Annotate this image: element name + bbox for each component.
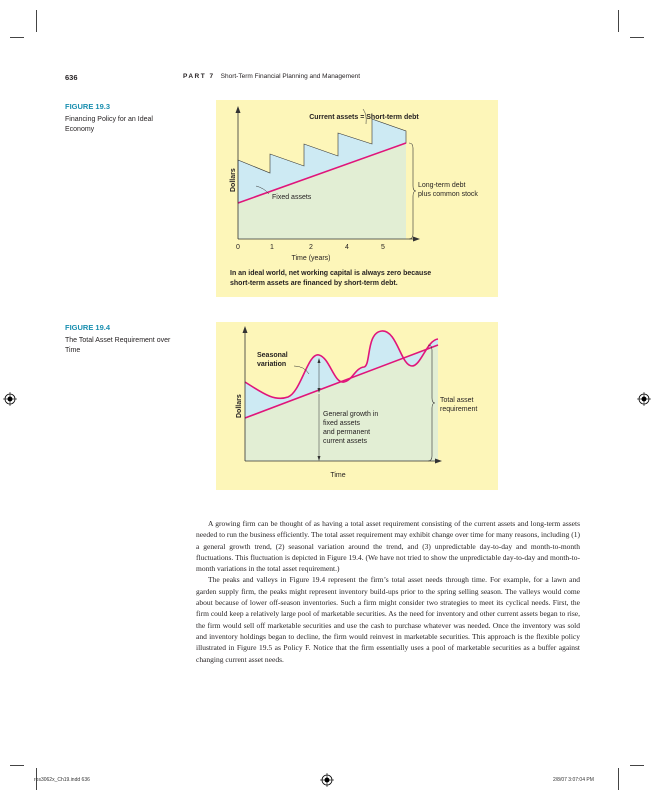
- registration-mark-icon: [320, 773, 334, 787]
- figure-19-3-caption: Financing Policy for an Ideal Economy: [65, 116, 153, 133]
- seasonal-label-2: variation: [257, 361, 287, 368]
- registration-mark-icon: [637, 392, 651, 406]
- general-growth-label-4: current assets: [323, 438, 367, 445]
- general-growth-label-3: and permanent: [323, 429, 371, 436]
- x-tick: 5: [381, 244, 385, 251]
- y-axis-label: Dollars: [236, 394, 243, 418]
- paragraph: The peaks and valleys in Figure 19.4 represent the firm’s total asset needs through time. For example, for a lawn and garden supply firm, the peaks might represent inventory build-ups prior to the spring selling season. The valleys would come about because of lower off-season inventories. Such a firm might consider two strategies to meet its cyclical needs. First, the firm could keep a relatively large pool of marketable securities. As the need for inventory and other current assets began to rise, the firm would sell off marketable securities and use the cash to purchase whatever was needed. Once the inventory was sold and inventory holdings began to decline, the firm would reinvest in marketable securities. This approach is the flexible policy illustrated in Figure 19.5 as Policy F. Notice that the firm essentially uses a pool of marketable securities as a buffer against changing current asset needs.: [196, 575, 580, 664]
- figure-19-3-diagram: [216, 100, 498, 297]
- x-axis-arrow-icon: [435, 459, 442, 464]
- registration-mark-icon: [3, 392, 17, 406]
- x-axis-label: Time (years): [291, 255, 331, 262]
- figure-19-3-label: FIGURE 19.3: [65, 102, 111, 111]
- x-tick: 4: [345, 244, 349, 251]
- long-term-brace: [409, 143, 416, 239]
- right-label-1: Long-term debt: [418, 182, 466, 189]
- figure-note-line-1: In an ideal world, net working capital is always zero because: [230, 270, 432, 277]
- paragraph: A growing firm can be thought of as having a total asset requirement consisting of the current assets and long-term assets needed to run the business efficiently. The total asset requirement may exhibit change over time for many reasons, including (1) a general growth trend, (2) seasonal variation around the trend, and (3) unpredictable day-to-day and month-to-month fluctuations. This fluctuation is depicted in Figure 19.4. (We have not tried to show the unpredictable day-to-day and month-to-month variations in the total asset requirement.): [196, 519, 580, 574]
- body-text: [196, 518, 580, 665]
- y-axis-label: Dollars: [230, 168, 237, 192]
- crop-mark: [36, 10, 37, 32]
- part-label: PART 7: [183, 73, 215, 80]
- right-label-2: plus common stock: [418, 191, 478, 198]
- x-axis-label: Time: [330, 472, 346, 479]
- crop-mark: [618, 768, 619, 790]
- fixed-assets-label: Fixed assets: [272, 194, 312, 201]
- seasonal-label-1: Seasonal: [257, 352, 288, 359]
- x-tick: 0: [236, 244, 240, 251]
- general-growth-label-1: General growth in: [323, 411, 379, 418]
- crop-mark: [10, 37, 24, 38]
- y-axis-arrow-icon: [236, 106, 241, 113]
- figure-note-line-2: short-term assets are financed by short-term debt.: [230, 280, 398, 287]
- x-tick: 2: [309, 244, 313, 251]
- running-header: [183, 73, 360, 80]
- crop-mark: [630, 765, 644, 766]
- general-growth-label-2: fixed assets: [323, 420, 360, 427]
- figure-19-4-label: FIGURE 19.4: [65, 323, 111, 332]
- crop-mark: [10, 765, 24, 766]
- figure-19-4-caption: The Total Asset Requirement over Time: [65, 337, 171, 354]
- page-number: 636: [65, 73, 78, 82]
- footer-date: 2/8/07 3:07:04 PM: [553, 777, 594, 783]
- x-tick: 1: [270, 244, 274, 251]
- y-axis-arrow-icon: [243, 326, 248, 333]
- x-axis-arrow-icon: [413, 237, 420, 242]
- figure-19-4-diagram: [216, 322, 498, 490]
- right-label-1: Total asset: [440, 397, 474, 404]
- crop-mark: [618, 10, 619, 32]
- part-title: Short-Term Financial Planning and Management: [220, 73, 361, 80]
- footer-file: ros3062x_Ch19.indd 636: [34, 777, 90, 783]
- crop-mark: [630, 37, 644, 38]
- right-label-2: requirement: [440, 406, 478, 413]
- top-label: Current assets = Short-term debt: [309, 114, 419, 121]
